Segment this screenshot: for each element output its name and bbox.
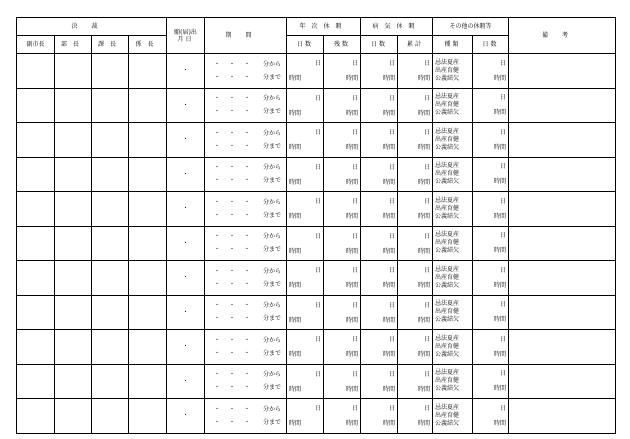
sick-total-cell[interactable]: 日 時間 (398, 226, 433, 261)
annual-remaining-cell[interactable]: 日 時間 (324, 88, 361, 123)
annual-leave-header: 年次休暇 (287, 18, 361, 36)
approval-header: 決裁 (17, 18, 167, 36)
approval-department-head-cell[interactable] (55, 192, 92, 227)
period-header: 期間 (205, 18, 287, 54)
other-type-cell[interactable]: 忌法夏産 出産育健 公義結欠 (433, 330, 473, 365)
approval-vice-mayor-cell[interactable] (17, 261, 55, 296)
other-days-cell[interactable]: 日 時間 (473, 330, 509, 365)
approval-subsection-chief-cell[interactable] (129, 88, 167, 123)
sick-total-cell[interactable]: 日 時間 (398, 54, 433, 89)
other-type-header: 種類 (433, 36, 473, 54)
other-leave-header: その他の休暇等 (433, 18, 509, 36)
remarks-cell[interactable] (509, 330, 616, 365)
other-type-cell[interactable]: 忌法夏産 出産育健 公義結欠 (433, 295, 473, 330)
annual-remaining-cell[interactable]: 日 時間 (324, 295, 361, 330)
approval-subsection-chief-cell[interactable] (129, 295, 167, 330)
sick-total-cell[interactable]: 日 時間 (398, 88, 433, 123)
approval-section-chief-cell[interactable] (92, 157, 129, 192)
remarks-cell[interactable] (509, 157, 616, 192)
sick-total-cell[interactable]: 日 時間 (398, 157, 433, 192)
approval-department-head-cell[interactable] (55, 88, 92, 123)
leave-record-form (16, 17, 616, 434)
approval-vice-mayor-cell[interactable] (17, 54, 55, 89)
annual-days-cell[interactable]: 日 時間 (287, 54, 324, 89)
application-date-cell[interactable]: ・ (167, 399, 205, 434)
other-days-cell[interactable]: 日 時間 (473, 192, 509, 227)
approval-department-head-cell[interactable] (55, 399, 92, 434)
role-subsection-chief: 係長 (129, 36, 167, 54)
table-row (17, 192, 616, 227)
approval-vice-mayor-cell[interactable] (17, 123, 55, 158)
remarks-cell[interactable] (509, 261, 616, 296)
remarks-cell[interactable] (509, 399, 616, 434)
role-vice-mayor: 副市長 (17, 36, 55, 54)
period-cell[interactable]: ・・・ 分から ・・・ 分まで (205, 54, 287, 89)
annual-days-cell[interactable]: 日 時間 (287, 157, 324, 192)
sick-days-cell[interactable]: 日 時間 (361, 261, 398, 296)
approval-department-head-cell[interactable] (55, 295, 92, 330)
annual-days-cell[interactable]: 日 時間 (287, 295, 324, 330)
sick-leave-header: 病気休暇 (361, 18, 433, 36)
approval-vice-mayor-cell[interactable] (17, 88, 55, 123)
other-type-cell[interactable]: 忌法夏産 出産育健 公義結欠 (433, 123, 473, 158)
annual-days-cell[interactable]: 日 時間 (287, 123, 324, 158)
annual-remaining-cell[interactable]: 日 時間 (324, 54, 361, 89)
other-type-cell[interactable]: 忌法夏産 出産育健 公義結欠 (433, 399, 473, 434)
approval-section-chief-cell[interactable] (92, 364, 129, 399)
approval-department-head-cell[interactable] (55, 261, 92, 296)
table-row (17, 364, 616, 399)
approval-section-chief-cell[interactable] (92, 123, 129, 158)
annual-remaining-header: 残数 (324, 36, 361, 54)
approval-department-head-cell[interactable] (55, 330, 92, 365)
table-row (17, 295, 616, 330)
approval-vice-mayor-cell[interactable] (17, 226, 55, 261)
other-days-cell[interactable]: 日 時間 (473, 399, 509, 434)
approval-section-chief-cell[interactable] (92, 54, 129, 89)
other-days-cell[interactable]: 日 時間 (473, 88, 509, 123)
approval-section-chief-cell[interactable] (92, 88, 129, 123)
table-row (17, 226, 616, 261)
application-date-cell[interactable]: ・ (167, 295, 205, 330)
sick-total-cell[interactable]: 日 時間 (398, 330, 433, 365)
sick-days-cell[interactable]: 日 時間 (361, 88, 398, 123)
remarks-cell[interactable] (509, 295, 616, 330)
sick-days-cell[interactable]: 日 時間 (361, 399, 398, 434)
application-date-cell[interactable]: ・ (167, 192, 205, 227)
other-type-cell[interactable]: 忌法夏産 出産育健 公義結欠 (433, 54, 473, 89)
sick-total-cell[interactable]: 日 時間 (398, 295, 433, 330)
sick-total-cell[interactable]: 日 時間 (398, 123, 433, 158)
period-cell[interactable]: ・・・ 分から ・・・ 分まで (205, 330, 287, 365)
period-cell[interactable]: ・・・ 分から ・・・ 分まで (205, 157, 287, 192)
annual-days-cell[interactable]: 日 時間 (287, 192, 324, 227)
approval-section-chief-cell[interactable] (92, 330, 129, 365)
period-cell[interactable]: ・・・ 分から ・・・ 分まで (205, 399, 287, 434)
application-date-header: 願(届)出 月日 (167, 18, 205, 54)
annual-days-cell[interactable]: 日 時間 (287, 261, 324, 296)
sick-total-cell[interactable]: 日 時間 (398, 399, 433, 434)
period-cell[interactable]: ・・・ 分から ・・・ 分まで (205, 364, 287, 399)
other-days-cell[interactable]: 日 時間 (473, 54, 509, 89)
remarks-cell[interactable] (509, 88, 616, 123)
approval-subsection-chief-cell[interactable] (129, 192, 167, 227)
approval-department-head-cell[interactable] (55, 226, 92, 261)
annual-days-header: 日数 (287, 36, 324, 54)
approval-vice-mayor-cell[interactable] (17, 364, 55, 399)
approval-subsection-chief-cell[interactable] (129, 364, 167, 399)
sick-days-cell[interactable]: 日 時間 (361, 123, 398, 158)
sick-total-cell[interactable]: 日 時間 (398, 192, 433, 227)
application-date-cell[interactable]: ・ (167, 123, 205, 158)
approval-department-head-cell[interactable] (55, 123, 92, 158)
other-days-cell[interactable]: 日 時間 (473, 261, 509, 296)
other-type-cell[interactable]: 忌法夏産 出産育健 公義結欠 (433, 192, 473, 227)
approval-subsection-chief-cell[interactable] (129, 157, 167, 192)
approval-department-head-cell[interactable] (55, 364, 92, 399)
approval-subsection-chief-cell[interactable] (129, 399, 167, 434)
sick-days-header: 日数 (361, 36, 398, 54)
approval-vice-mayor-cell[interactable] (17, 399, 55, 434)
application-date-cell[interactable]: ・ (167, 157, 205, 192)
table-row (17, 54, 616, 89)
approval-section-chief-cell[interactable] (92, 295, 129, 330)
annual-remaining-cell[interactable]: 日 時間 (324, 226, 361, 261)
table-row (17, 88, 616, 123)
approval-vice-mayor-cell[interactable] (17, 330, 55, 365)
approval-department-head-cell[interactable] (55, 54, 92, 89)
annual-days-cell[interactable]: 日 時間 (287, 364, 324, 399)
remarks-cell[interactable] (509, 364, 616, 399)
other-days-cell[interactable]: 日 時間 (473, 226, 509, 261)
table-row (17, 123, 616, 158)
approval-section-chief-cell[interactable] (92, 399, 129, 434)
period-cell[interactable]: ・・・ 分から ・・・ 分まで (205, 226, 287, 261)
annual-remaining-cell[interactable]: 日 時間 (324, 330, 361, 365)
annual-remaining-cell[interactable]: 日 時間 (324, 399, 361, 434)
sick-days-cell[interactable]: 日 時間 (361, 192, 398, 227)
sick-days-cell[interactable]: 日 時間 (361, 226, 398, 261)
table-row (17, 330, 616, 365)
other-days-cell[interactable]: 日 時間 (473, 295, 509, 330)
approval-subsection-chief-cell[interactable] (129, 261, 167, 296)
period-cell[interactable]: ・・・ 分から ・・・ 分まで (205, 123, 287, 158)
application-date-cell[interactable]: ・ (167, 226, 205, 261)
table-row (17, 261, 616, 296)
other-days-cell[interactable]: 日 時間 (473, 123, 509, 158)
approval-subsection-chief-cell[interactable] (129, 330, 167, 365)
annual-days-cell[interactable]: 日 時間 (287, 88, 324, 123)
period-cell[interactable]: ・・・ 分から ・・・ 分まで (205, 88, 287, 123)
other-days-cell[interactable]: 日 時間 (473, 157, 509, 192)
approval-subsection-chief-cell[interactable] (129, 226, 167, 261)
application-date-cell[interactable]: ・ (167, 364, 205, 399)
approval-vice-mayor-cell[interactable] (17, 157, 55, 192)
sick-days-cell[interactable]: 日 時間 (361, 295, 398, 330)
other-type-cell[interactable]: 忌法夏産 出産育健 公義結欠 (433, 364, 473, 399)
application-date-cell[interactable]: ・ (167, 261, 205, 296)
annual-days-cell[interactable]: 日 時間 (287, 330, 324, 365)
remarks-cell[interactable] (509, 123, 616, 158)
application-date-cell[interactable]: ・ (167, 88, 205, 123)
application-date-cell[interactable]: ・ (167, 330, 205, 365)
role-section-chief: 課長 (92, 36, 129, 54)
annual-remaining-cell[interactable]: 日 時間 (324, 157, 361, 192)
approval-vice-mayor-cell[interactable] (17, 192, 55, 227)
annual-days-cell[interactable]: 日 時間 (287, 226, 324, 261)
other-days-cell[interactable]: 日 時間 (473, 364, 509, 399)
other-type-cell[interactable]: 忌法夏産 出産育健 公義結欠 (433, 226, 473, 261)
role-department-head: 部長 (55, 36, 92, 54)
remarks-cell[interactable] (509, 226, 616, 261)
annual-remaining-cell[interactable]: 日 時間 (324, 123, 361, 158)
other-type-cell[interactable]: 忌法夏産 出産育健 公義結欠 (433, 157, 473, 192)
period-cell[interactable]: ・・・ 分から ・・・ 分まで (205, 192, 287, 227)
sick-total-cell[interactable]: 日 時間 (398, 364, 433, 399)
sick-days-cell[interactable]: 日 時間 (361, 364, 398, 399)
approval-department-head-cell[interactable] (55, 157, 92, 192)
sick-total-header: 累計 (398, 36, 433, 54)
sick-total-cell[interactable]: 日 時間 (398, 261, 433, 296)
remarks-cell[interactable] (509, 192, 616, 227)
period-cell[interactable]: ・・・ 分から ・・・ 分まで (205, 261, 287, 296)
approval-vice-mayor-cell[interactable] (17, 295, 55, 330)
annual-remaining-cell[interactable]: 日 時間 (324, 364, 361, 399)
other-type-cell[interactable]: 忌法夏産 出産育健 公義結欠 (433, 261, 473, 296)
approval-subsection-chief-cell[interactable] (129, 54, 167, 89)
annual-remaining-cell[interactable]: 日 時間 (324, 192, 361, 227)
sick-days-cell[interactable]: 日 時間 (361, 157, 398, 192)
table-row (17, 399, 616, 434)
remarks-header: 備考 (509, 18, 616, 54)
other-days-header: 日数 (473, 36, 509, 54)
table-row (17, 157, 616, 192)
period-cell[interactable]: ・・・ 分から ・・・ 分まで (205, 295, 287, 330)
annual-remaining-cell[interactable]: 日 時間 (324, 261, 361, 296)
remarks-cell[interactable] (509, 54, 616, 89)
sick-days-cell[interactable]: 日 時間 (361, 330, 398, 365)
other-type-cell[interactable]: 忌法夏産 出産育健 公義結欠 (433, 88, 473, 123)
approval-section-chief-cell[interactable] (92, 192, 129, 227)
approval-subsection-chief-cell[interactable] (129, 123, 167, 158)
approval-section-chief-cell[interactable] (92, 261, 129, 296)
annual-days-cell[interactable]: 日 時間 (287, 399, 324, 434)
sick-days-cell[interactable]: 日 時間 (361, 54, 398, 89)
approval-section-chief-cell[interactable] (92, 226, 129, 261)
application-date-cell[interactable]: ・ (167, 54, 205, 89)
